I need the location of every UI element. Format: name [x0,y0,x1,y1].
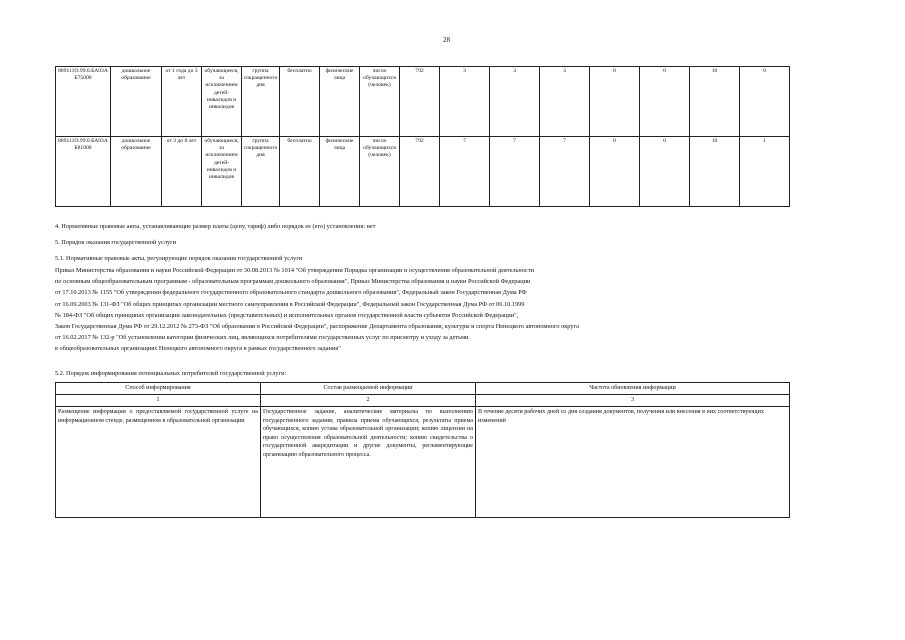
table-cell: 792 [400,67,440,137]
table-cell: 10 [690,137,740,207]
table-cell: бесплатно [280,67,320,137]
page-number: 28 [443,36,450,44]
info-content-cell: Государственное задание, аналитические материалы по выполнению государственного задания; правила приема обучающихся, результаты приема обучающихся, копию устава образовательной организации; копию лицензии на право осуществления образовательной деятельности; копию свидетельства о государственной аккредитации и другие документы, регламентирующие организацию образовательного процесса. [261,407,476,518]
table-cell: число обучающихся (человек) [360,137,400,207]
section-4-text: 4. Нормативные правовые акты, устанавливающие размер платы (цену, тариф) либо порядок ее (его) установления: нет [55,223,376,230]
table-cell: 0 [590,67,640,137]
table-row [56,137,790,207]
table-cell: физические лица [320,137,360,207]
table-cell: 0 [590,137,640,207]
section-5-1-title: 5.1. Нормативные правовые акты, регулирующие порядок оказания государственной услуги [55,255,303,262]
table-cell: 792 [400,137,440,207]
table-cell: число обучающихся (человек) [360,67,400,137]
table-cell: 10 [690,67,740,137]
table-cell: 7 [540,137,590,207]
table-cell: группа сокращенного дня [242,67,280,137]
column-number: 1 [56,395,261,407]
table-cell: группа сокращенного дня [242,137,280,207]
table-cell: 7 [490,137,540,207]
table-cell: дошкольное образование [111,137,162,207]
section-5-title: 5. Порядок оказания государственной услуги [55,239,177,246]
table-cell: от 1 года до 3 лет [162,67,202,137]
table-cell: 889111О.99.0.БА93АБ81000 [56,137,111,207]
table-row [56,67,790,137]
regulatory-act-line: по основным общеобразовательным программам - образовательным программам дошкольного образования", Приказ Министерства образования и науки Российской Федерации [55,278,531,286]
table-cell: 0 [740,67,790,137]
column-number: 3 [476,395,790,407]
indicators-table [55,66,790,207]
regulatory-act-line: Приказ Министерства образования и науки Российской Федерации от 30.08.2013 № 1014 "Об утверждении Порядка организации и осуществления образовательной деятельности [55,267,534,274]
regulatory-act-line: от 16.09.2003 № 131-ФЗ "Об общих принципах организации местного самоуправления в Российской Федерации", Федеральный закон Государственная Дума РФ от 06.10.1999 [55,300,525,308]
table-cell: 889111О.99.0.БА93АБ75000 [56,67,111,137]
header-frequency: Частота обновления информации [476,383,790,395]
table-cell: бесплатно [280,137,320,207]
table-cell: 1 [740,137,790,207]
table-cell: 3 [440,67,490,137]
regulatory-act-line: от 16.02.2017 № 132-р "Об установлении категории физических лиц, являющихся потребителями государственных услуг по присмотру и уходу за детьми [55,334,469,342]
header-method: Способ информирования [56,383,261,395]
header-content: Состав размещаемой информации [261,383,476,395]
table-cell: 7 [440,137,490,207]
table-cell: обучающиеся, за исключением детей-инвалидов и инвалидов [202,137,242,207]
column-number: 2 [261,395,476,407]
table-cell: дошкольное образование [111,67,162,137]
regulatory-act-line: от 17.10.2013 № 1155 "Об утверждении федерального государственного образовательного стандарта дошкольного образования", Федеральный закон Государственная Дума РФ [55,289,527,297]
table-cell: 0 [640,137,690,207]
section-5-2-title: 5.2. Порядок информирования потенциальных потребителей государственной услуги: [55,370,287,377]
regulatory-act-line: в общеобразовательных организациях Ненецкого автономного округа в рамках государственного задания" [55,345,341,353]
table-cell: 0 [640,67,690,137]
info-method-cell: Размещение информации о предоставляемой государственной услуге на информационном стенде, размещенном в образовательной организации [56,407,261,518]
information-table [55,382,790,518]
table-cell: от 3 до 8 лет [162,137,202,207]
table-cell: 3 [540,67,590,137]
info-frequency-cell: В течение десяти рабочих дней со дня создания документов, получения или внесения в них соответствующих изменений [476,407,790,518]
regulatory-act-line: Закон Государственная Дума РФ от 29.12.2012 № 273-ФЗ "Об образовании в Российской Федерации", распоряжение Департамента образования, культуры и спорта Ненецкого автономного округа [55,323,579,330]
regulatory-act-line: № 184-ФЗ "Об общих принципах организации законодательных (представительных) и исполнительных органов государственной власти субъектов Российской Федерации", [55,311,519,319]
table-cell: физические лица [320,67,360,137]
table-cell: обучающиеся, за исключением детей-инвалидов и инвалидов [202,67,242,137]
table-cell: 3 [490,67,540,137]
